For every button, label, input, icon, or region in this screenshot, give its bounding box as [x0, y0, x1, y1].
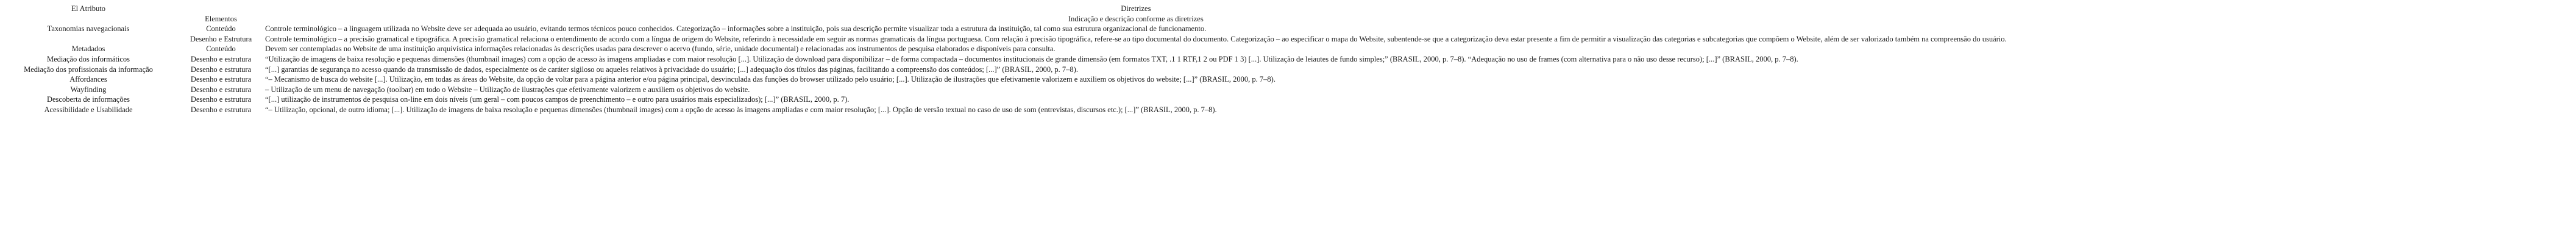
row-attribute: Descoberta de informações [46, 95, 130, 104]
row-description: “Utilização de imagens de baixa resolução e pequenas dimensões (thumbnail images) com a opção de acesso às imagens ampliadas e com maior resolução [...]. Utilização de download para disponibilizar – de forma compactada – documentos institucionais de grande dimensão (em formatos TXT, .1 1 RTF,1 2 ou PDF 1 3) [...]. Utilização de leiautes de fundo simples;” (BRASIL, 2000, p. 7–8). “Adequação no uso de frames (com alternativa para o não uso desse recurso); [...]” (BRASIL, 2000, p. 7–8). [265, 54, 1798, 63]
header-attribute-label: Atributo [79, 4, 105, 13]
table-row [0, 24, 2007, 34]
row-element: Desenho e estrutura [190, 95, 252, 104]
table-row [0, 105, 2007, 115]
row-description: – Utilização de um menu de navegação (toolbar) em todo o Website – Utilização de ilustrações que efetivamente valorizem e auxiliem os objetivos do website. [265, 85, 750, 94]
row-attribute [0, 34, 177, 44]
row-description: “– Utilização, opcional, de outro idioma; [...]. Utilização de imagens de baixa resolução e pequenas dimensões (thumbnail images) com a opção de acesso às imagens ampliadas e com maior resolução; [...]. Opção de versão textual no caso de uso de som (entrevistas, discursos etc.); [...]” (BRASIL, 2000, p. 7–8). [265, 105, 1217, 114]
table-row [0, 74, 2007, 85]
row-element: Desenho e estrutura [190, 105, 252, 114]
header-row-1 [0, 4, 2007, 14]
table-row [0, 85, 2007, 95]
table-row [0, 44, 2007, 54]
table-row [0, 34, 2007, 44]
row-element: Desenho e estrutura [190, 75, 252, 84]
row-description: Devem ser contempladas no Website de uma instituição arquivística informações relacionadas às descrições usadas para descrever o acervo (fundo, série, unidade documental) e relacionadas aos instrumentos de pesquisa elaborados e disponíveis para consulta. [265, 44, 1056, 54]
header-indication: Indicação e descrição conforme as diretrizes [1068, 14, 1204, 23]
row-element: Desenho e estrutura [190, 85, 252, 94]
row-element: Conteúdo [206, 24, 236, 34]
table-row [0, 94, 2007, 105]
table-body [0, 24, 2007, 115]
row-description: “[...] utilização de instrumentos de pesquisa on-line em dois níveis (um geral – com poucos campos de preenchimento – e outro para usuários mais especializados); [...]” (BRASIL, 2000, p. 7). [265, 95, 850, 104]
row-description: Controle terminológico – a linguagem utilizada no Website deve ser adequada ao usuário, evitando termos técnicos pouco conhecidos. Categorização – informações sobre a instituição, pois sua descrição permite visualizar toda a estrutura da instituição, tal como sua estrutura organizacional de funcionamento. [265, 24, 1207, 34]
header-row-2 [0, 14, 2007, 24]
row-attribute: Metadados [71, 44, 105, 54]
row-element: Desenho e estrutura [190, 65, 252, 74]
row-element: Conteúdo [206, 44, 236, 54]
header-blank-2 [0, 14, 177, 24]
header-attribute [0, 4, 177, 14]
row-element: Desenho e estrutura [190, 54, 252, 63]
row-attribute: Taxonomias navegacionais [47, 24, 130, 34]
row-description: Controle terminológico – a precisão gramatical e tipográfica. A precisão gramatical relaciona o entendimento de acordo com a língua de origem do Website, referindo à necessidade em seguir as normas gramaticais da língua portuguesa. Com relação à precisão tipográfica, refere-se ao tipo documental do documento. Categorização – ao especificar o mapa do Website, subentende-se que a categorização deva estar presente a fim de permitir a visualização das categorias e subcategorias que compõem o Website, além de ser valorizado também na compreensão do usuário. [265, 34, 2007, 43]
header-elements: Elementos [205, 14, 237, 23]
header-attribute-prefix: El [71, 4, 79, 13]
row-description: “[...] garantias de segurança no acesso quando da transmissão de dados, especialmente os de caráter sigiloso ou aqueles relativos à privacidade do usuário; [...] adequação dos títulos das páginas, facilitando a compreensão dos conteúdos; [...]” (BRASIL, 2000, p. 7–8). [265, 65, 1078, 74]
guidelines-table [0, 4, 2007, 115]
table-row [0, 54, 2007, 65]
row-attribute: Affordances [69, 75, 107, 84]
row-description: “– Mecanismo de busca do website [...]. Utilização, em todas as áreas do Website, da opção de voltar para a página anterior e/ou página principal, desvinculada das funções do browser utilizado pelo usuário; [...]. Utilização de ilustrações que efetivamente valorizem e auxiliem os objetivos do website; [...]” (BRASIL, 2000, p. 7–8). [265, 75, 1276, 84]
table-header [0, 4, 2007, 24]
row-attribute: Acessibilidade e Usabilidade [44, 105, 133, 114]
row-attribute: Mediação dos profissionais da informação [24, 65, 153, 74]
header-guidelines: Diretrizes [1121, 4, 1151, 13]
row-element: Desenho e Estrutura [190, 34, 252, 43]
row-attribute: Mediação dos informáticos [46, 54, 130, 63]
table-row [0, 65, 2007, 75]
row-attribute: Wayfinding [70, 85, 107, 94]
header-blank [177, 4, 265, 14]
